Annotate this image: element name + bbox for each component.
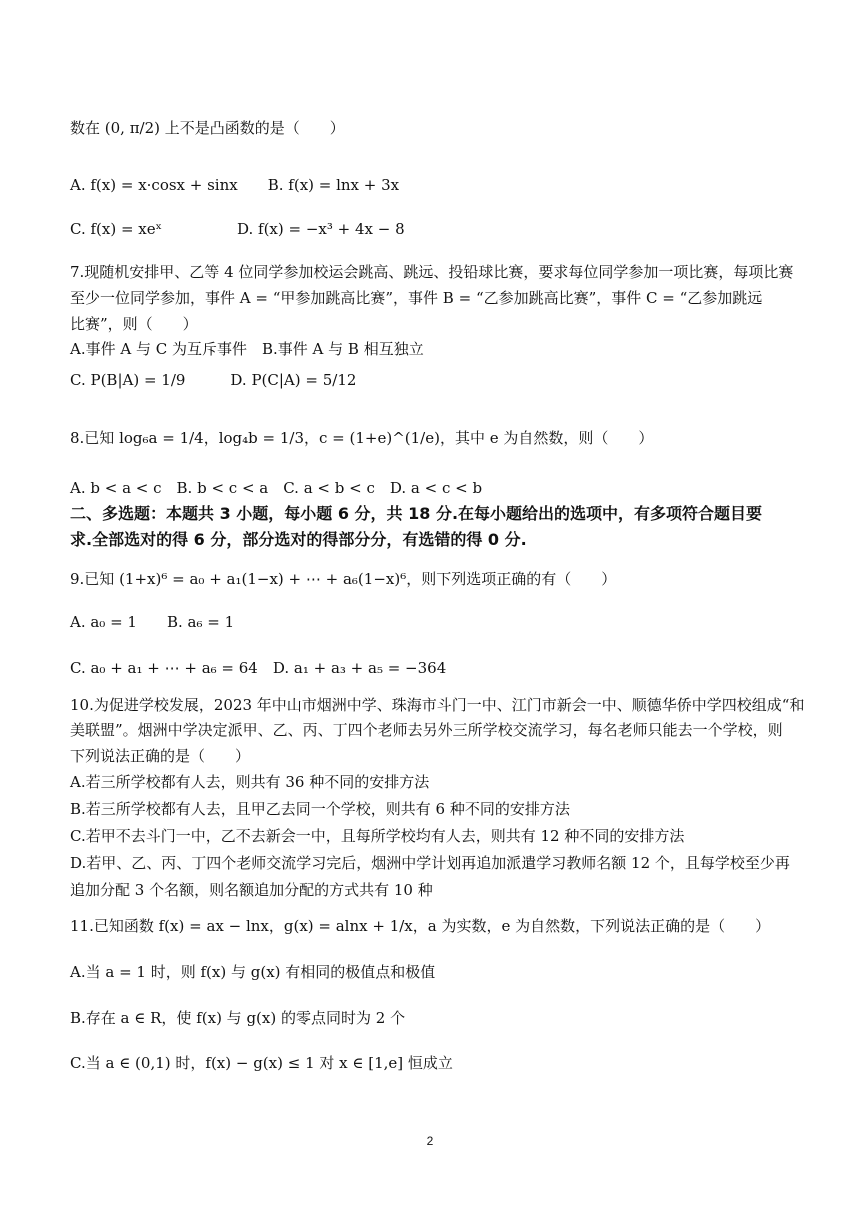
line-sec2-1: 二、多选题：本题共 3 小题，每小题 6 分，共 18 分.在每小题给出的选项中，有多项符合题目要 <box>70 504 763 523</box>
line-q9: 9.已知 (1+x)⁶ = a₀ + a₁(1−x) + ⋯ + a₆(1−x)⁶，则下列选项正确的有（ ） <box>70 570 617 588</box>
line-q7-3: 比赛”，则（ ） <box>70 315 198 333</box>
line-q10-a: A.若三所学校都有人去，则共有 36 种不同的安排方法 <box>70 773 430 791</box>
line-q10-c: C.若甲不去斗门一中，乙不去新会一中，且每所学校均有人去，则共有 12 种不同的安排方法 <box>70 827 685 845</box>
line-q6-cd: C. f(x) = xeˣ D. f(x) = −x³ + 4x − 8 <box>70 220 405 238</box>
line-q8-opts: A. b < a < c B. b < c < a C. a < b < c D. a < c < b <box>70 479 483 497</box>
line-q10-3: 下列说法正确的是（ ） <box>70 747 251 765</box>
line-q10-2: 美联盟”。烟洲中学决定派甲、乙、丙、丁四个老师去另外三所学校交流学习，每名老师只能去一个学校，则 <box>70 721 783 739</box>
line-sec2-2: 求.全部选对的得 6 分，部分选对的得部分分，有选错的得 0 分. <box>70 530 527 549</box>
line-q7-2: 至少一位同学参加，事件 A = “甲参加跳高比赛”，事件 B = “乙参加跳高比赛”，事件 C = “乙参加跳远 <box>70 289 763 307</box>
line-q10-1: 10.为促进学校发展，2023 年中山市烟洲中学、珠海市斗门一中、江门市新会一中、顺德华侨中学四校组成“和 <box>70 696 805 714</box>
line-q6-cont: 数在 (0, π/2) 上不是凸函数的是（ ） <box>70 119 345 137</box>
line-q7-cd: C. P(B|A) = 1/9 D. P(C|A) = 5/12 <box>70 371 357 389</box>
line-q11-a: A.当 a = 1 时，则 f(x) 与 g(x) 有相同的极值点和极值 <box>70 963 436 981</box>
line-q10-d1: D.若甲、乙、丙、丁四个老师交流学习完后，烟洲中学计划再追加派遣学习教师名额 12 个，且每学校至少再 <box>70 854 790 872</box>
line-q7-1: 7.现随机安排甲、乙等 4 位同学参加校运会跳高、跳远、投铅球比赛，要求每位同学参加一项比赛，每项比赛 <box>70 263 794 281</box>
line-q8: 8.已知 log₆a = 1/4，log₄b = 1/3，c = (1+e)^(1/e)，其中 e 为自然数，则（ ） <box>70 429 654 447</box>
line-q10-d2: 追加分配 3 个名额，则名额追加分配的方式共有 10 种 <box>70 881 433 899</box>
line-q9-cd: C. a₀ + a₁ + ⋯ + a₆ = 64 D. a₁ + a₃ + a₅ = −364 <box>70 659 447 677</box>
line-q9-ab: A. a₀ = 1 B. a₆ = 1 <box>70 613 235 631</box>
line-q6-ab: A. f(x) = x·cosx + sinx B. f(x) = lnx + 3x <box>70 176 400 194</box>
line-q10-b: B.若三所学校都有人去，且甲乙去同一个学校，则共有 6 种不同的安排方法 <box>70 800 570 818</box>
line-q7-ab: A.事件 A 与 C 为互斥事件 B.事件 A 与 B 相互独立 <box>70 340 424 358</box>
page-number: 2 <box>426 1134 434 1148</box>
line-q11: 11.已知函数 f(x) = ax − lnx，g(x) = alnx + 1/x，a 为实数，e 为自然数，下列说法正确的是（ ） <box>70 917 771 935</box>
line-q11-c: C.当 a ∈ (0,1) 时，f(x) − g(x) ≤ 1 对 x ∈ [1,e] 恒成立 <box>70 1054 453 1072</box>
line-q11-b: B.存在 a ∈ R，使 f(x) 与 g(x) 的零点同时为 2 个 <box>70 1009 406 1027</box>
